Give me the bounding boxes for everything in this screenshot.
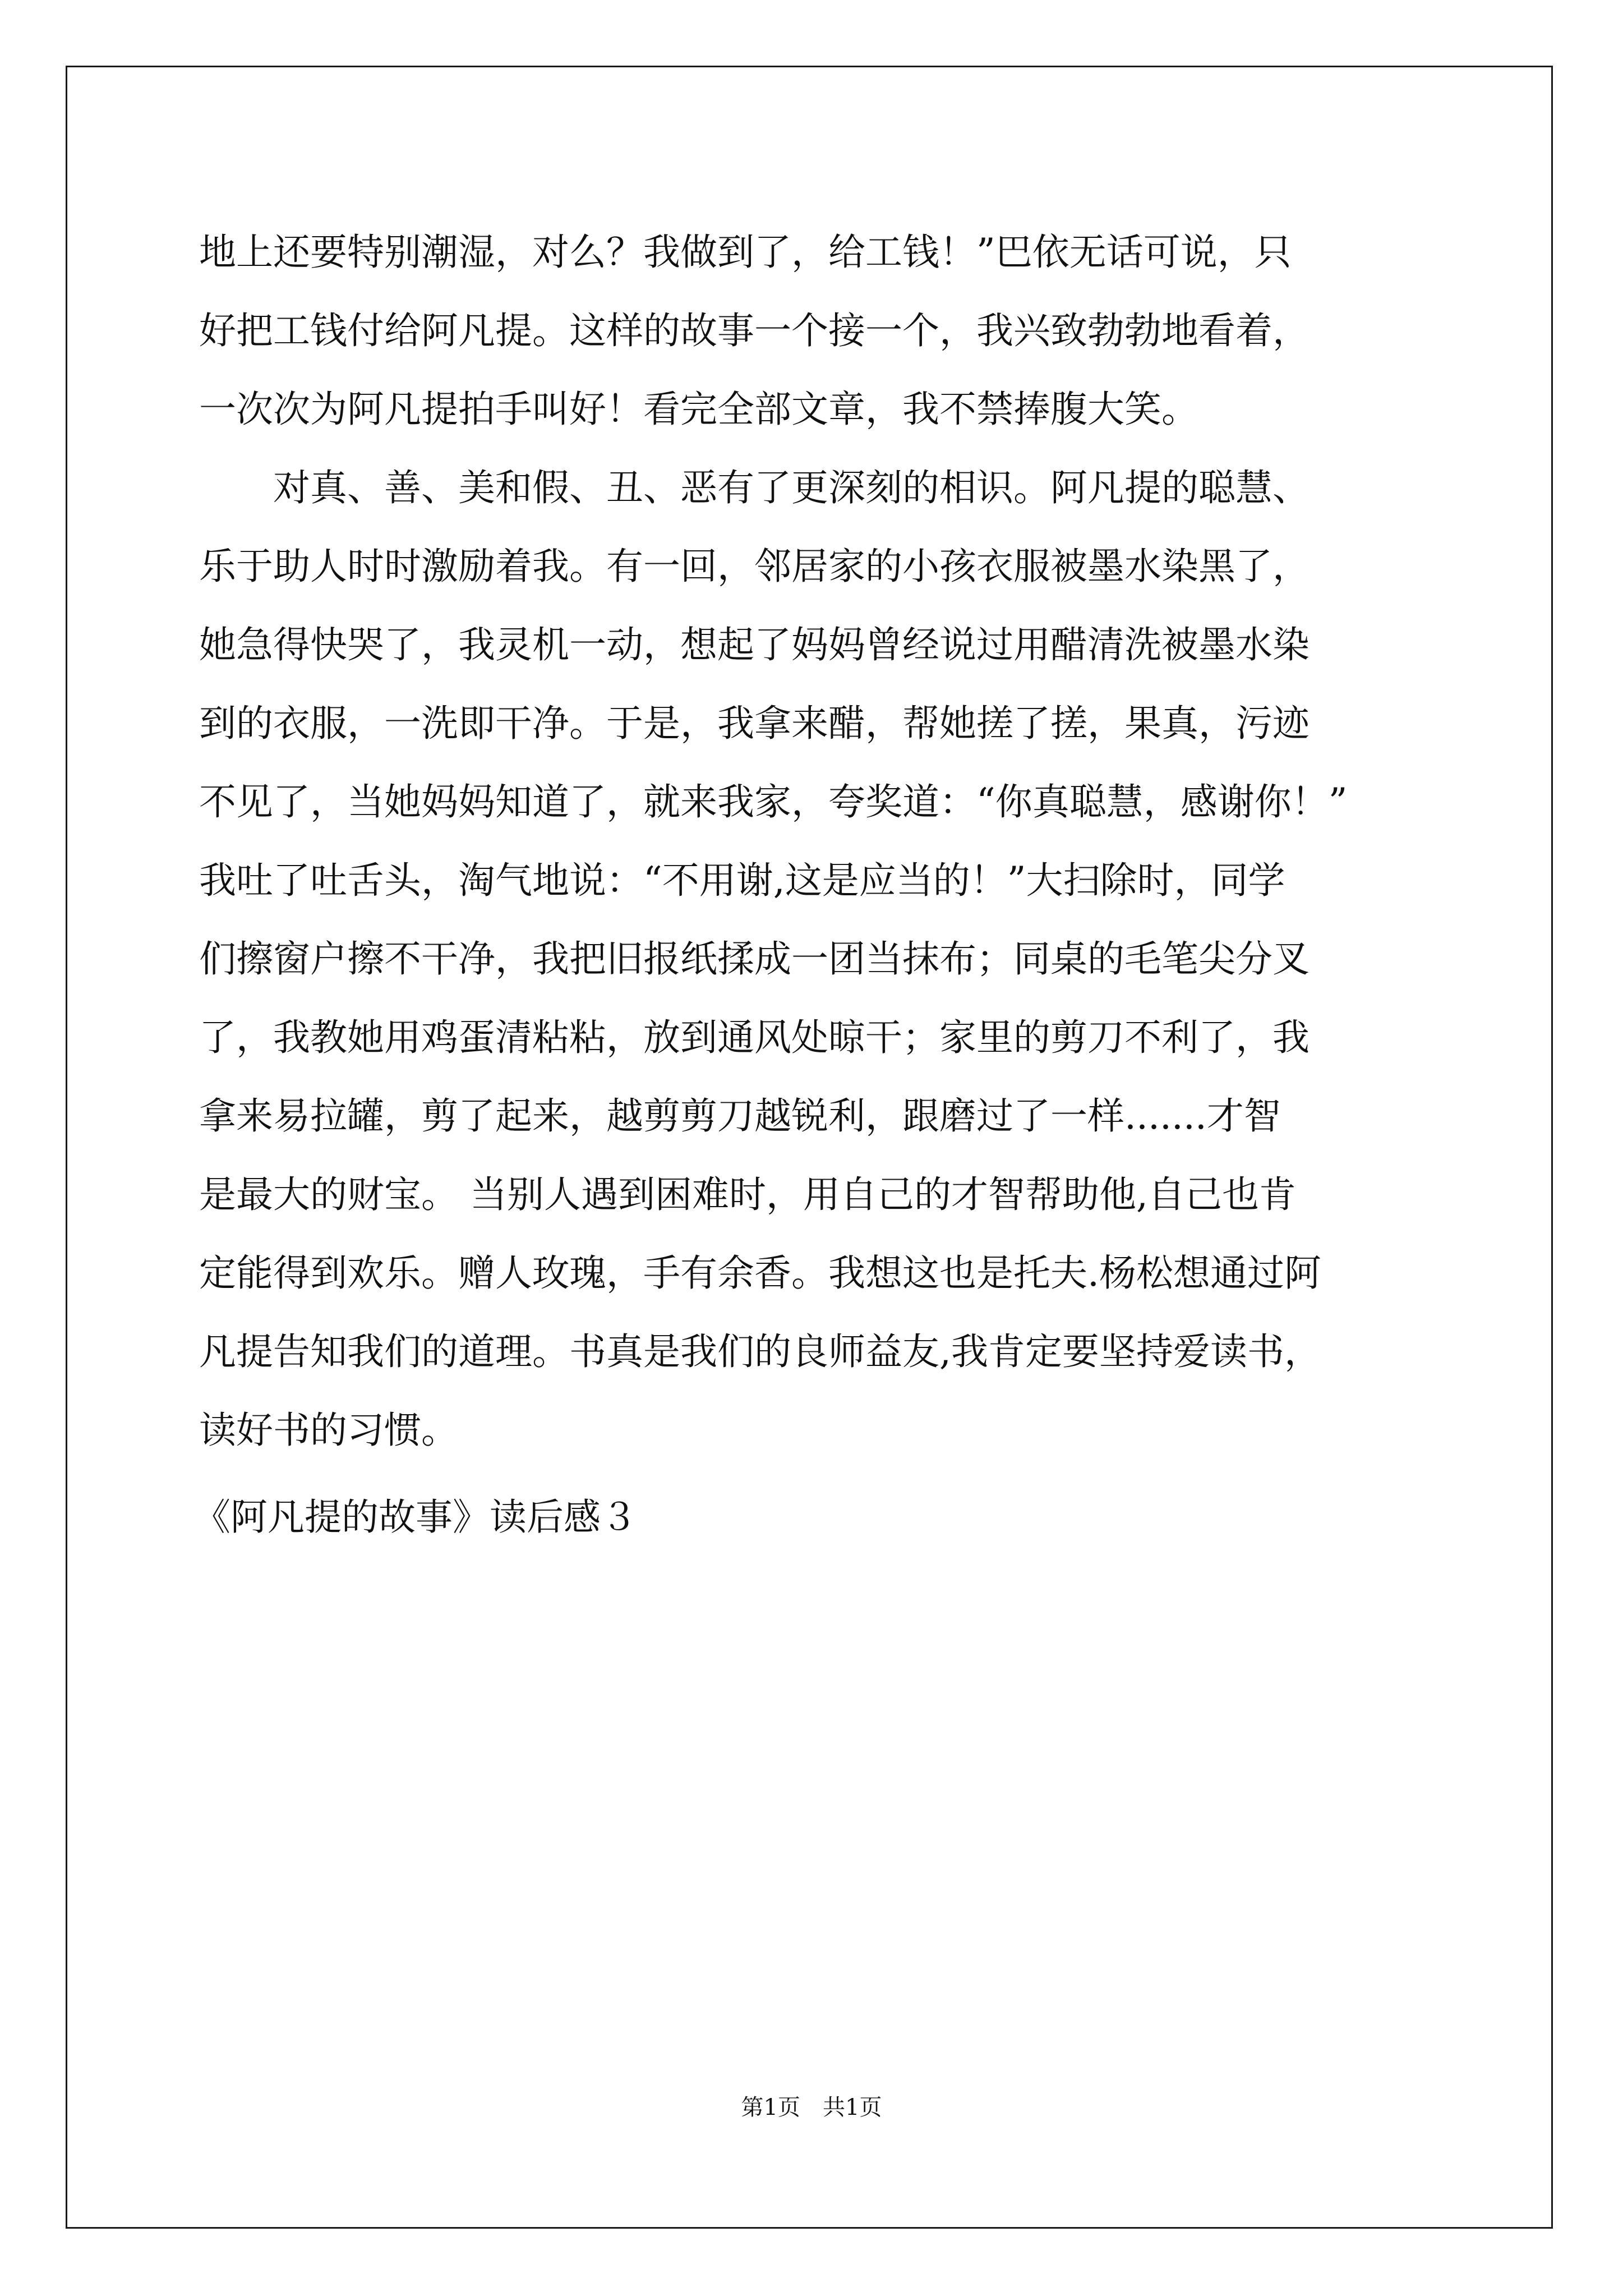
paragraph-line: 我吐了吐舌头，淘气地说：“不用谢,这是应当的！”大扫除时，同学: [199, 859, 1285, 902]
paragraph-line: 不见了，当她妈妈知道了，就来我家，夸奖道：“你真聪慧，感谢你！”: [199, 780, 1348, 823]
paragraph-line: 们擦窗户擦不干净，我把旧报纸揉成一团当抹布；同桌的毛笔尖分叉: [199, 937, 1310, 981]
paragraph-line: 她急得快哭了，我灵机一动，想起了妈妈曾经说过用醋清洗被墨水染: [199, 623, 1310, 666]
paragraph-line: 凡提告知我们的道理。书真是我们的良师益友,我肯定要坚持爱读书，: [199, 1330, 1321, 1373]
paragraph-line: 读好书的习惯。: [199, 1409, 458, 1452]
paragraph-line: 了，我教她用鸡蛋清粘粘，放到通风处晾干；家里的剪刀不利了，我: [199, 1016, 1310, 1059]
paragraph-line: 对真、善、美和假、丑、恶有了更深刻的相识。阿凡提的聪慧、: [273, 466, 1310, 509]
paragraph-line: 定能得到欢乐。赠人玫瑰，手有余香。我想这也是托夫.杨松想通过阿: [199, 1251, 1321, 1295]
paragraph-line: 是最大的财宝。 当别人遇到困难时，用自己的才智帮助他,自己也肯: [199, 1173, 1296, 1216]
paragraph-line: 好把工钱付给阿凡提。这样的故事一个接一个，我兴致勃勃地看着，: [199, 309, 1310, 352]
paragraph-line: 一次次为阿凡提拍手叫好！看完全部文章，我不禁捧腹大笑。: [199, 388, 1198, 431]
paragraph-line: 拿来易拉罐，剪了起来，越剪剪刀越锐利，跟磨过了一样.......才智: [199, 1094, 1281, 1138]
section-heading: 《阿凡提的故事》读后感３: [193, 1496, 638, 1539]
paragraph-line: 乐于助人时时激励着我。有一回，邻居家的小孩衣服被墨水染黑了，: [199, 545, 1310, 588]
paragraph-line: 地上还要特别潮湿，对么？我做到了，给工钱！”巴依无话可说，只: [199, 231, 1292, 274]
page-number-footer: 第1页 共1页: [741, 2095, 882, 2120]
paragraph-line: 到的衣服，一洗即干净。于是，我拿来醋，帮她搓了搓，果真，污迹: [199, 702, 1310, 745]
